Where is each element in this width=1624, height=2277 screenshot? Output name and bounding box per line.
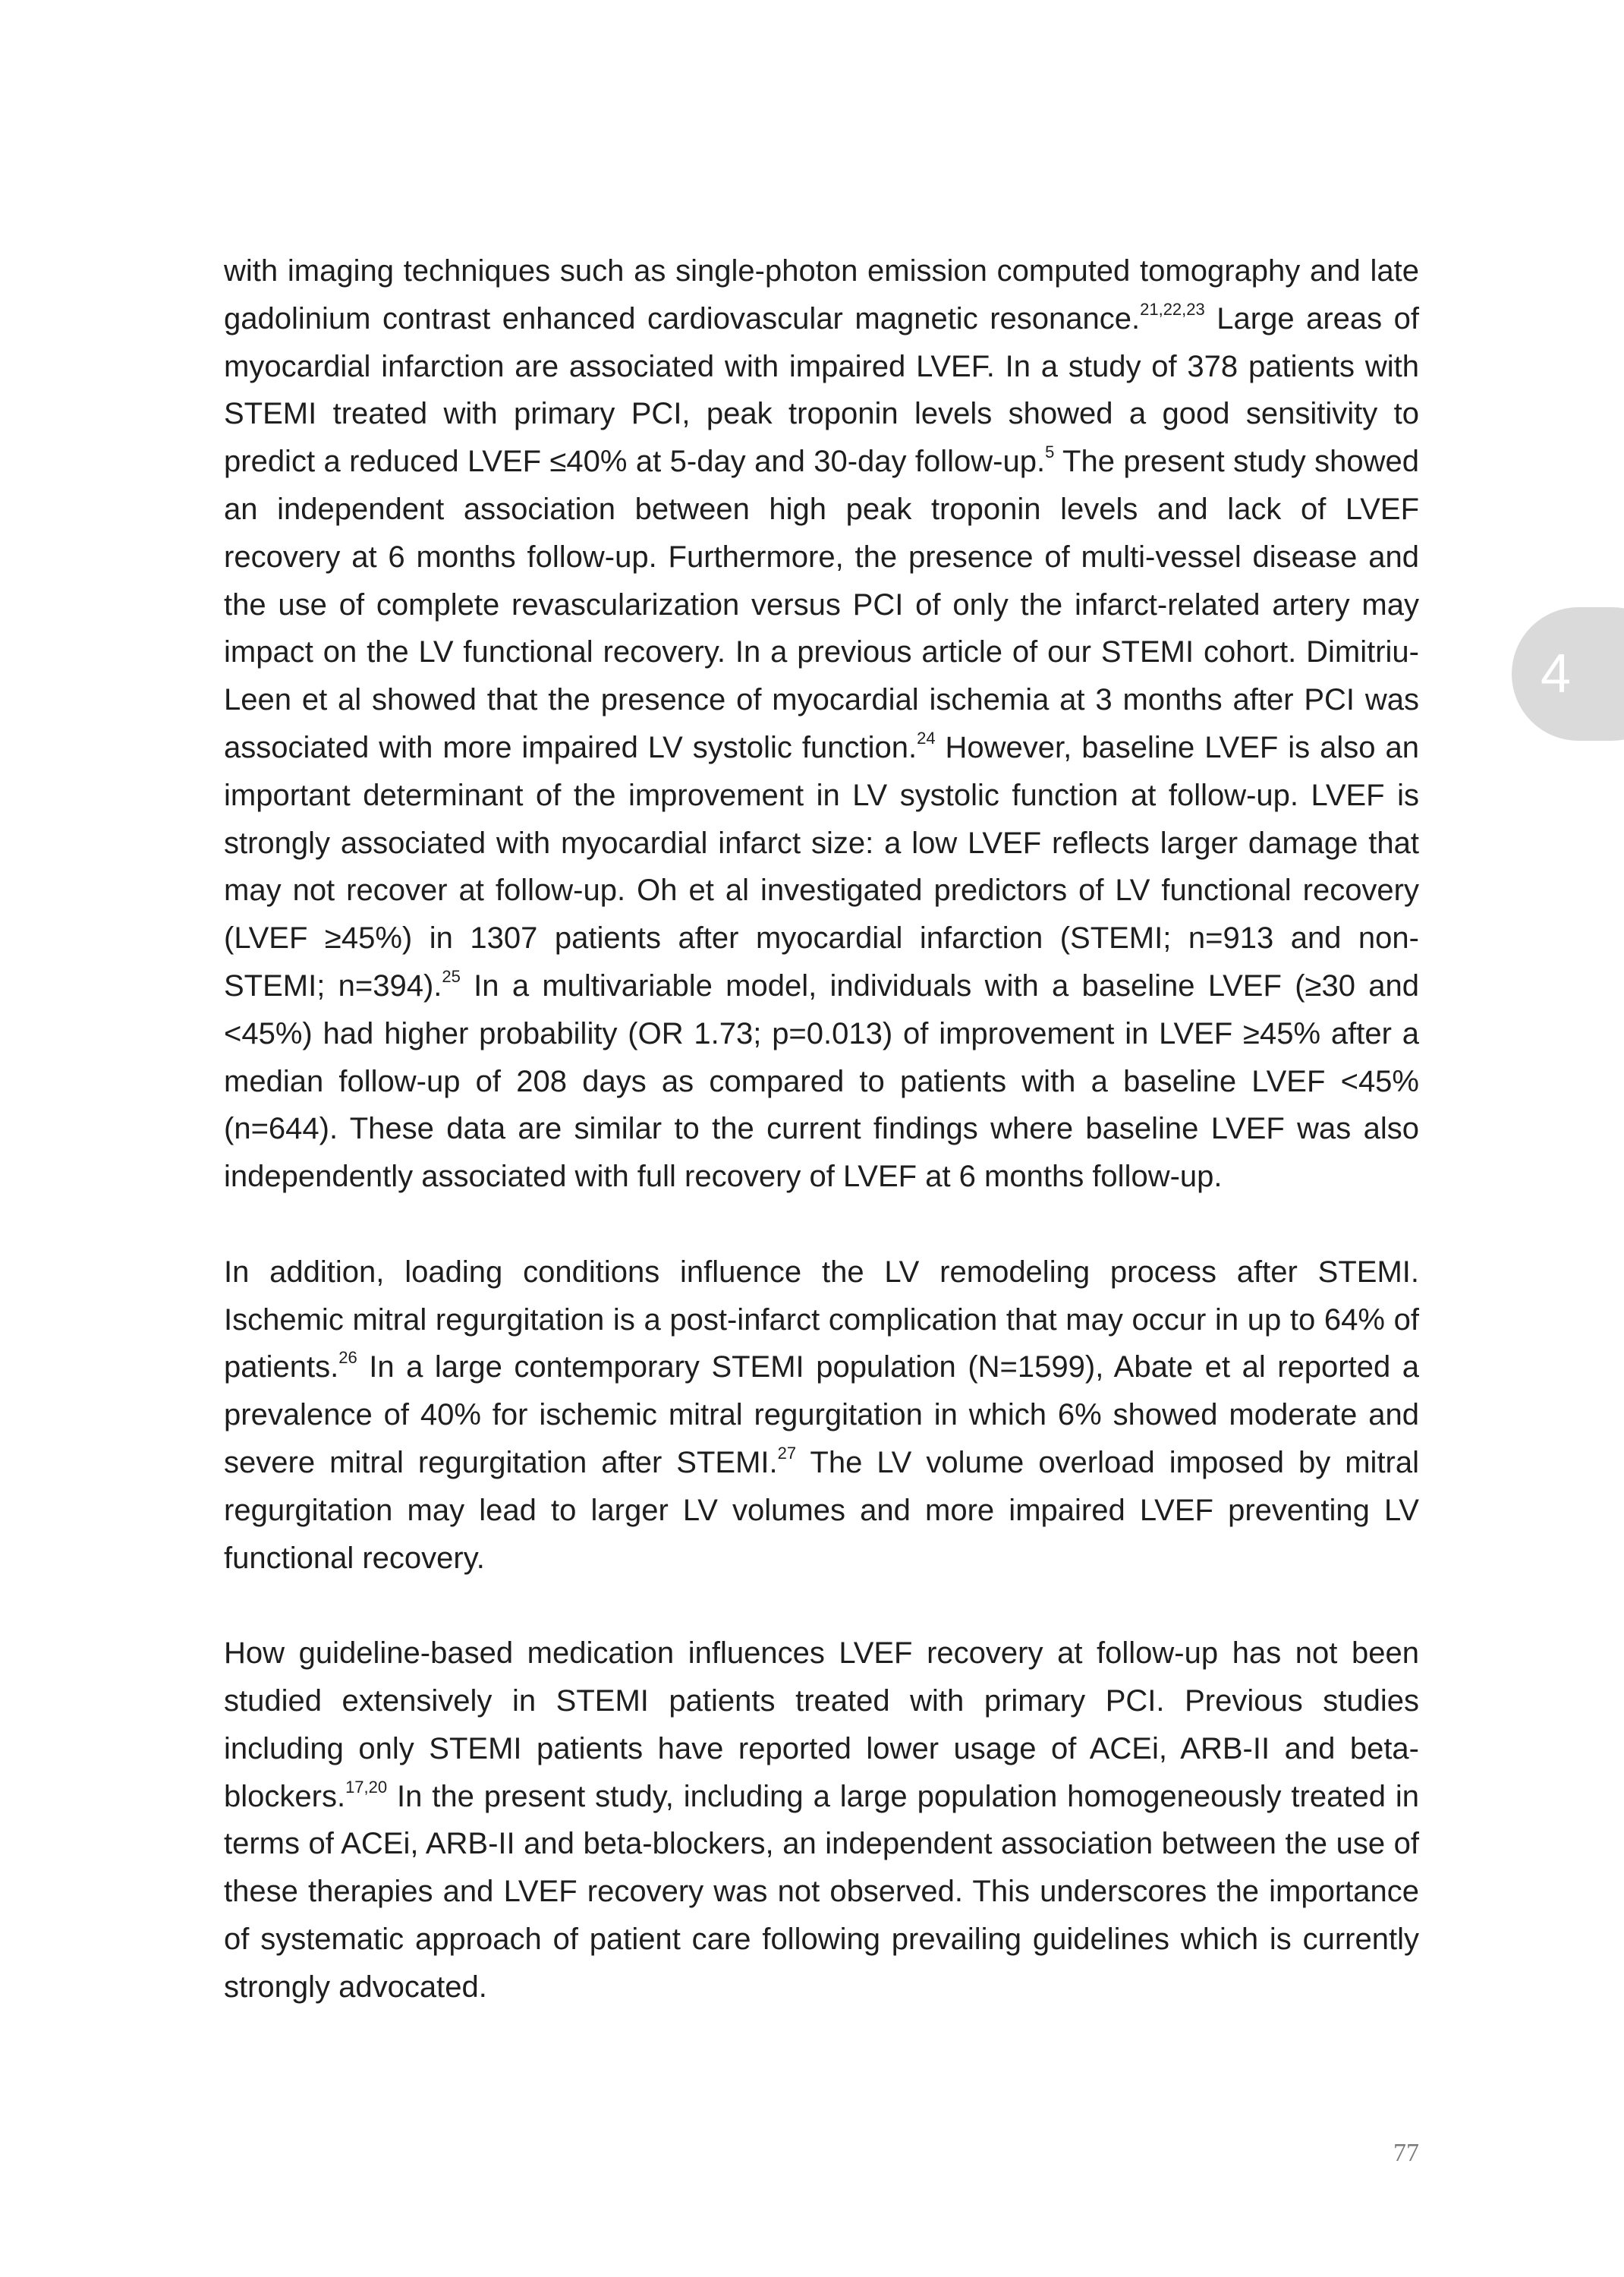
text-run: However, baseline LVEF is also an important determinant of the improvement in LV systolic function at follow-up. LVEF is strongly associated with myocardial infarct size: a low LVEF reflects larger damage that may not recover at follow-up. Oh et al investigated predictors of LV functional recovery (LVEF ≥45%) in 1307 patients after myocardial infarction (STEMI; n=913 and non-STEMI; n=394).	[224, 730, 1420, 1003]
text-run: In a large contemporary STEMI population (N=1599), Abate et al reported a prevalence of 40% for ischemic mitral regurgitation in which 6% showed moderate and severe mitral regurgitation after STEMI.	[224, 1350, 1419, 1479]
paragraph	[224, 247, 1419, 1201]
paragraph	[224, 1630, 1419, 2011]
citation-superscript: 26	[338, 1348, 357, 1368]
citation-superscript: 5	[1045, 442, 1055, 462]
text-run: In a multivariable model, individuals with a baseline LVEF (≥30 and <45%) had higher probability (OR 1.73; p=0.013) of improvement in LVEF ≥45% after a median follow-up of 208 days as compared to patients with a baseline LVEF <45% (n=644). These data are similar to the current findings where baseline LVEF was also independently associated with full recovery of LVEF at 6 months follow-up.	[224, 968, 1419, 1194]
text-run: In addition, loading conditions influence the LV remodeling process after STEMI. Ischemic mitral regurgitation is a post-infarct complication that may occur in up to 64% of patients.	[224, 1255, 1419, 1384]
text-run: The LV volume overload imposed by mitral regurgitation may lead to larger LV volumes and more impaired LVEF preventing LV functional recovery.	[224, 1445, 1420, 1575]
citation-superscript: 24	[917, 728, 936, 748]
text-run: Large areas of myocardial infarction are associated with impaired LVEF. In a study of 378 patients with STEMI treated with primary PCI, peak troponin levels showed a good sensitivity to predict a reduced LVEF ≤40% at 5-day and 30-day follow-up.	[224, 301, 1419, 479]
text-run: with imaging techniques such as single-photon emission computed tomography and late gadolinium contrast enhanced cardiovascular magnetic resonance.	[224, 254, 1419, 335]
citation-superscript: 21,22,23	[1140, 299, 1205, 319]
text-run: The present study showed an independent association between high peak troponin levels and lack of LVEF recovery at 6 months follow-up. Furthermore, the presence of multi-vessel disease and the use of complete revascularization versus PCI of only the infarct-related artery may impact on the LV functional recovery. In a previous article of our STEMI cohort. Dimitriu-Leen et al showed that the presence of myocardial ischemia at 3 months after PCI was associated with more impaired LV systolic function.	[224, 445, 1419, 764]
text-run: In the present study, including a large population homogeneously treated in terms of ACEi, ARB-II and beta-blockers, an independent association between the use of these therapies and LVEF recovery was not observed. This underscores the importance of systematic approach of patient care following prevailing guidelines which is currently strongly advocated.	[224, 1779, 1419, 2004]
paragraph	[224, 1249, 1419, 1583]
text-run: How guideline-based medication influences LVEF recovery at follow-up has not been studied extensively in STEMI patients treated with primary PCI. Previous studies including only STEMI patients have reported lower usage of ACEi, ARB-II and beta-blockers.	[224, 1636, 1419, 1813]
citation-superscript: 27	[777, 1443, 797, 1463]
body-text	[224, 247, 1419, 2058]
citation-superscript: 17,20	[345, 1777, 388, 1797]
citation-superscript: 25	[442, 966, 461, 986]
page-number: 77	[1393, 2139, 1419, 2167]
chapter-number-tab: 4	[1512, 607, 1624, 741]
